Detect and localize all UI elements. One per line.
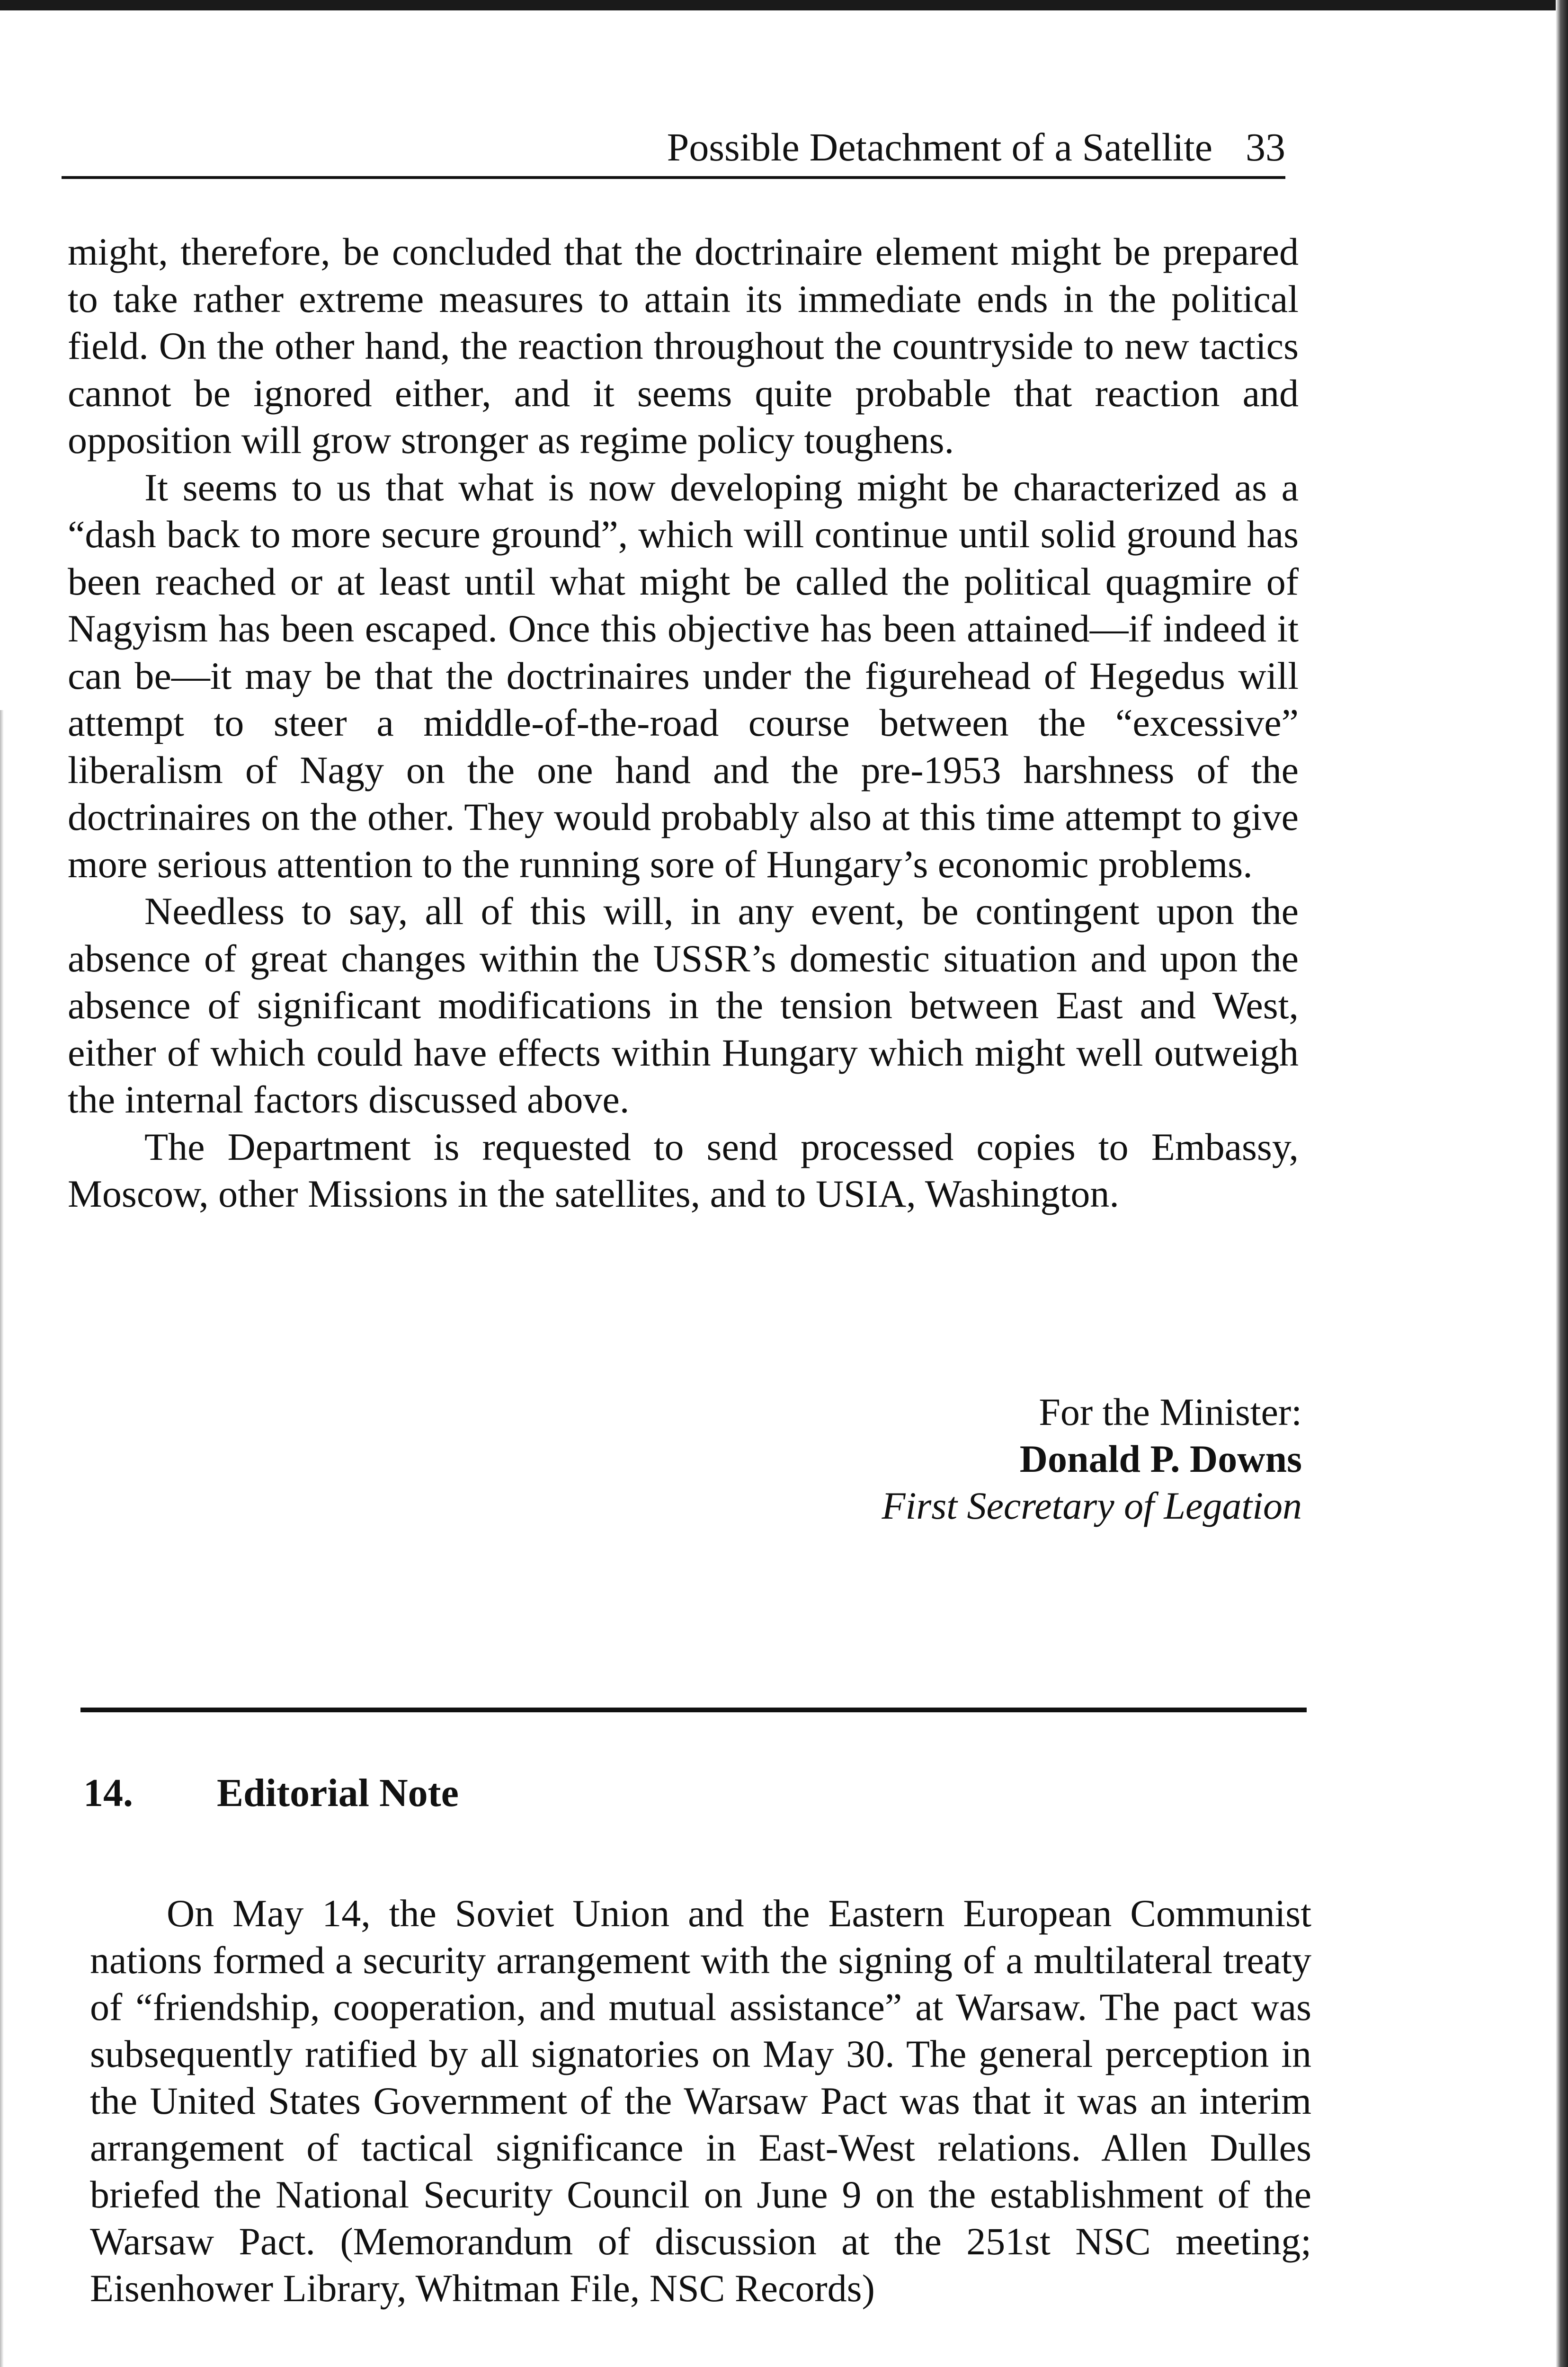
signature-title: First Secretary of Legation: [882, 1484, 1302, 1527]
letter-body: [68, 228, 1299, 1218]
running-head: [62, 124, 1285, 171]
editorial-note-heading: [83, 1770, 459, 1817]
note-title: Editorial Note: [217, 1771, 459, 1815]
document-number: 14.: [83, 1771, 133, 1815]
paragraph-continuation: might, therefore, be concluded that the doctrinaire element might be prepared to take rather extreme measures to attain its immediate ends in the political field. On the other hand, the reaction throughout the countryside to new tactics cannot be ignored either, and it seems quite probable that reaction and opposition will grow stronger as regime policy toughens.: [68, 230, 1299, 462]
editorial-note-paragraph: On May 14, the Soviet Union and the Eastern European Communist nations formed a security arrangement with the signing of a multilateral treaty of “friendship, cooperation, and mutual assistance” at Warsaw. The pact was subsequently ratified by all signatories on May 30. The general perception in the United States Government of the Warsaw Pact was that it was an interim arrangement of tactical significance in East-West relations. Allen Dulles briefed the National Security Council on June 9 on the establishment of the Warsaw Pact. (Memorandum of discussion at the 251st NSC meeting; Eisenhower Library, Whitman File, NSC Records): [90, 1892, 1311, 2310]
paragraph-dash-back: It seems to us that what is now developing might be characterized as a “dash back to more secure ground”, which will continue until solid ground has been reached or at least until what might be called the political quagmire of Nagyism has been escaped. Once this objective has been attained—if indeed it can be—it may be that the doctrinaires under the figurehead of Hegedus will attempt to steer a middle-of-the-road course between the “excessive” liberalism of Nagy on the one hand and the pre-1953 harshness of the doctrinaires on the other. They would probably also at this time attempt to give more serious attention to the running sore of Hungary’s economic problems.: [68, 465, 1299, 886]
signature-name: Donald P. Downs: [1019, 1437, 1302, 1480]
scan-top-border: [0, 0, 1568, 10]
running-title: Possible Detachment of a Satellite: [667, 125, 1212, 169]
section-divider: [80, 1708, 1307, 1712]
editorial-note-body: [90, 1890, 1311, 2312]
page-number: 33: [1246, 125, 1285, 169]
header-rule: [62, 176, 1285, 179]
paragraph-contingency: Needless to say, all of this will, in any event, be contingent upon the absence of great changes within the USSR’s domestic situation and upon the absence of significant modifications in the tension between East and West, either of which could have effects within Hungary which might well outweigh the internal factors discussed above.: [68, 890, 1299, 1121]
signature-block: [710, 1388, 1302, 1529]
signature-for-line: For the Minister:: [1039, 1390, 1302, 1433]
paragraph-request: The Department is requested to send processed copies to Embassy, Moscow, other Missions in the satellites, and to USIA, Washington.: [68, 1125, 1299, 1215]
scan-left-edge: [0, 710, 4, 2367]
scan-right-edge: [1556, 0, 1568, 2367]
